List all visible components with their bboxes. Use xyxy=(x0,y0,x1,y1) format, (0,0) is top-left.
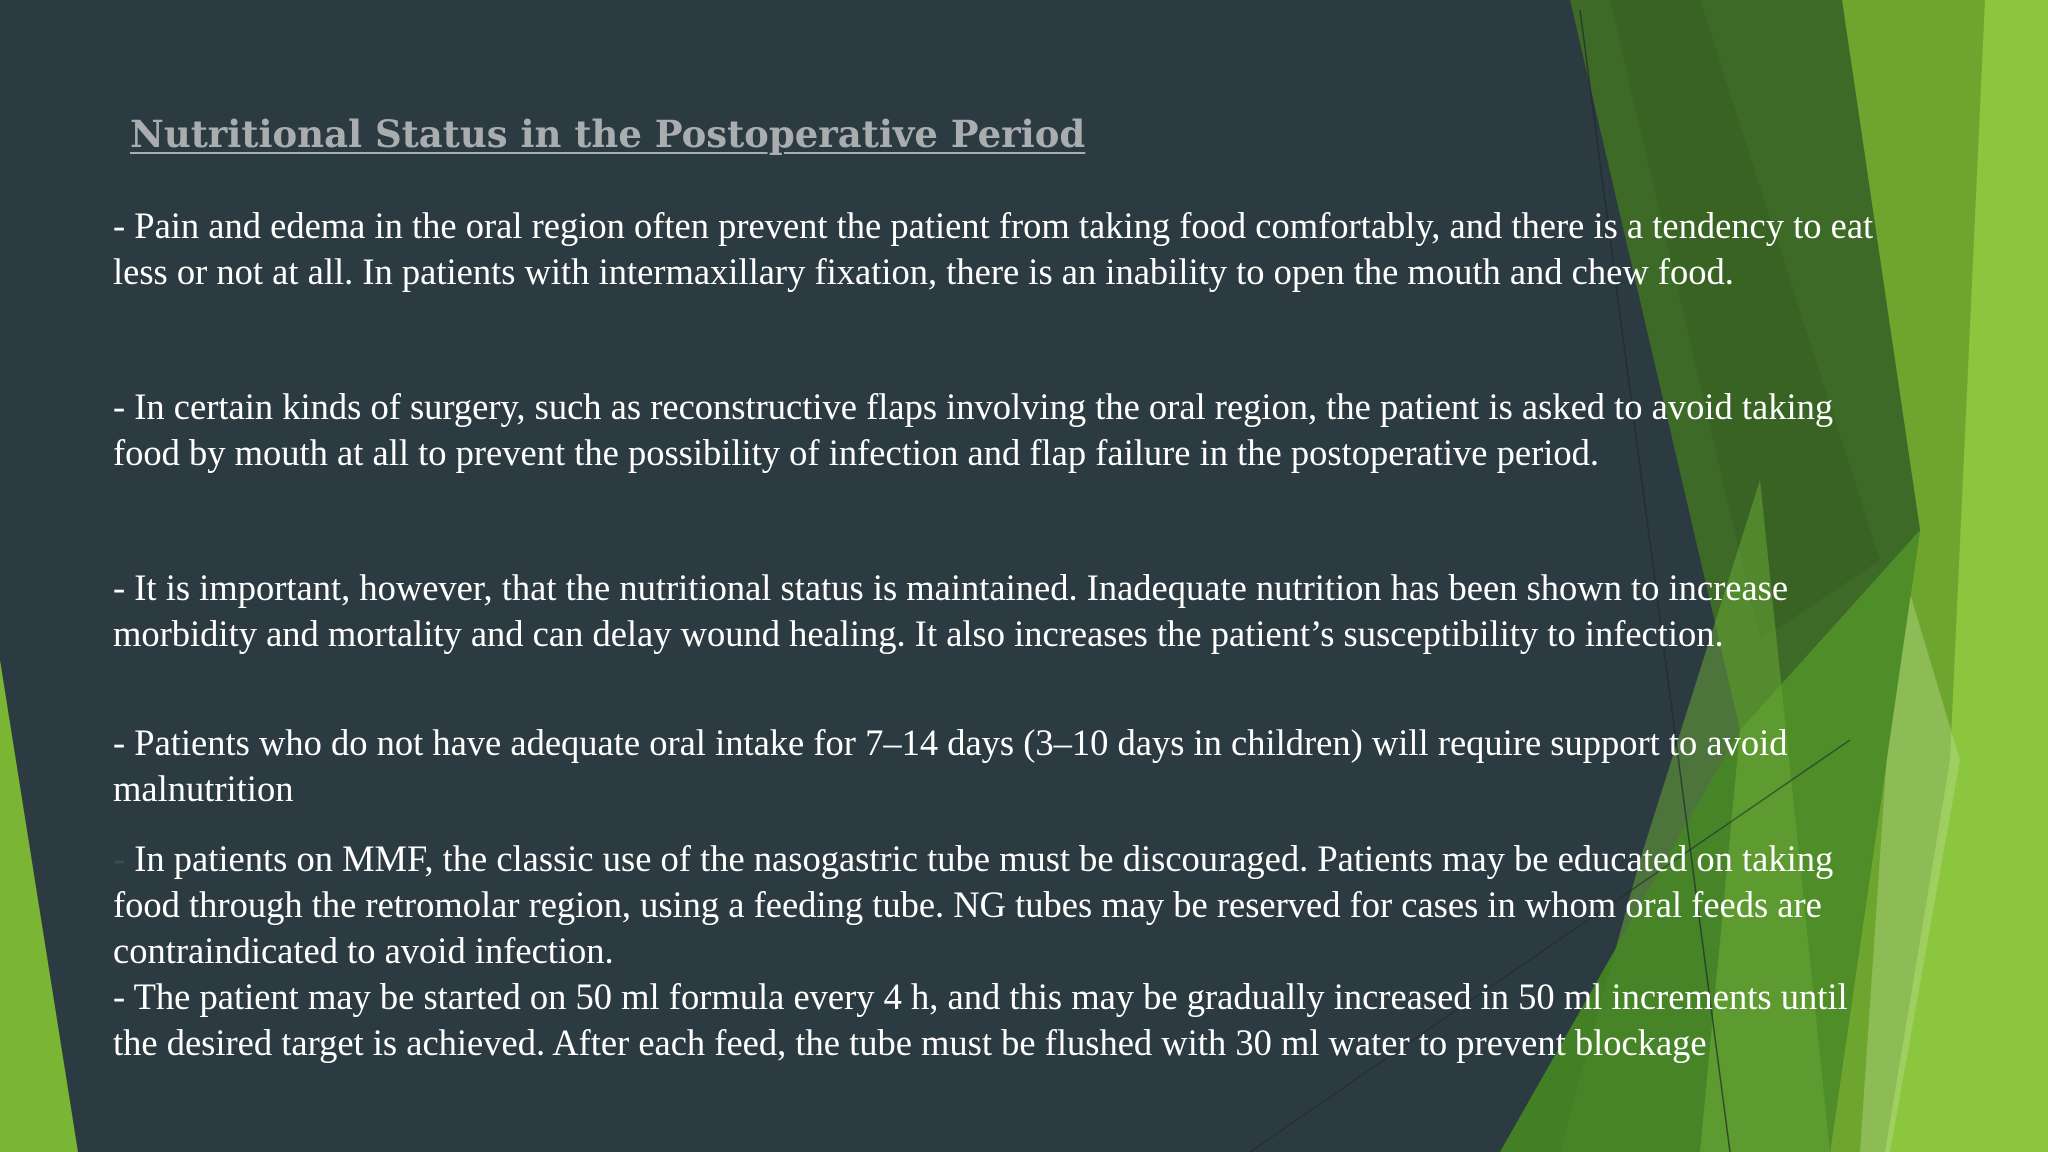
paragraph-mmf-feeding xyxy=(113,836,1898,974)
paragraph-formula-feeding: - The patient may be started on 50 ml formula every 4 h, and this may be gradually increased in 50 ml increments until the desired target is achieved. After each feed, the tube must be flushed with 30 ml water to prevent blockage xyxy=(113,976,1848,1063)
paragraph-pain-edema: - Pain and edema in the oral region often prevent the patient from taking food comfortably, and there is a tendency to eat less or not at all. In patients with intermaxillary fixation, there is an inability to open the mouth and chew food. xyxy=(113,205,1874,292)
paragraph-nutrition-importance: - It is important, however, that the nutritional status is maintained. Inadequate nutrition has been shown to increase morbidity and mortality and can delay wound healing. It also increases the patient’s susceptibility to infection. xyxy=(113,567,1789,654)
paragraph-oral-intake-support: - Patients who do not have adequate oral intake for 7–14 days (3–10 days in children) will require support to avoid malnutrition xyxy=(113,722,1788,809)
paragraph-mmf-text: In patients on MMF, the classic use of the nasogastric tube must be discouraged. Patients may be educated on taking food through the retromolar region, using a feeding tube. NG tubes may be reserved for cases in whom oral feeds are contraindicated to avoid infection. xyxy=(113,838,1834,971)
bullet-dash: - xyxy=(113,838,126,879)
left-green-sliver xyxy=(0,660,78,1152)
slide-title: Nutritional Status in the Postoperative Period xyxy=(130,112,1086,156)
paragraph-reconstructive-flaps: - In certain kinds of surgery, such as reconstructive flaps involving the oral region, the patient is asked to avoid taking food by mouth at all to prevent the possibility of infection and flap failure in the postoperative period. xyxy=(113,386,1834,473)
